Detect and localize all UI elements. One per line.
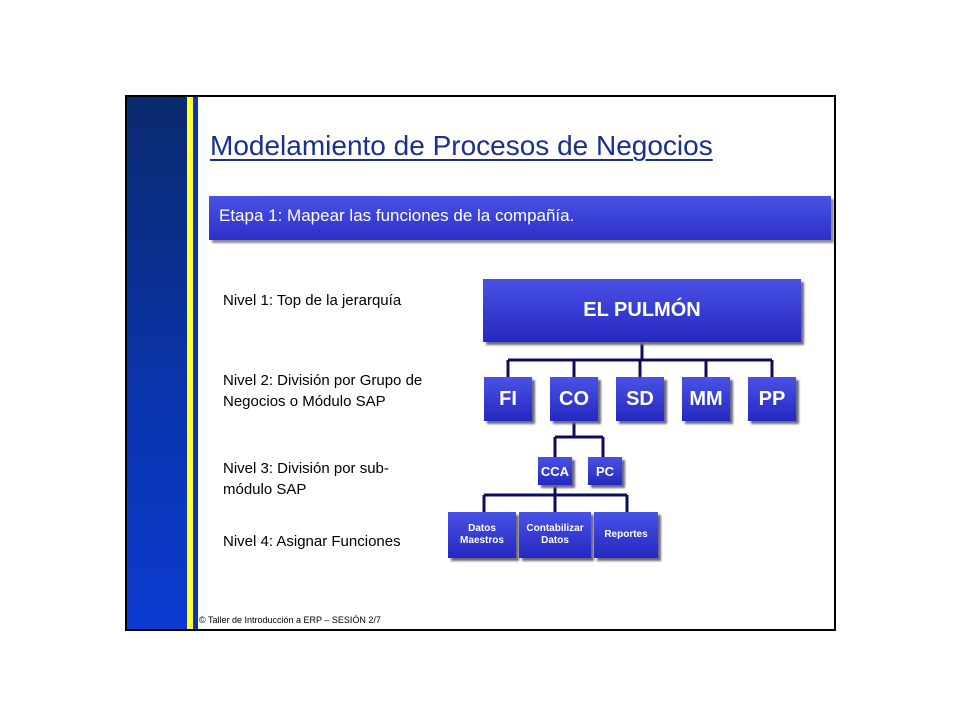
level-1-label: Nivel 1: Top de la jerarquía <box>223 292 402 309</box>
function-reportes-node: Reportes <box>594 512 658 558</box>
module-mm-node: MM <box>682 377 730 421</box>
module-pp-node: PP <box>748 377 796 421</box>
slide-title: Modelamiento de Procesos de Negocios <box>210 130 713 161</box>
submodule-cca-node: CCA <box>538 457 572 485</box>
module-sd-node: SD <box>616 377 664 421</box>
level-3-label: Nivel 3: División por sub-módulo SAP <box>223 460 389 498</box>
level-2-label: Nivel 2: División por Grupo de Negocios o Módulo SAP <box>223 372 423 410</box>
submodule-pc-node: PC <box>588 457 622 485</box>
function-datos-maestros-node: Datos Maestros <box>448 512 516 558</box>
module-co-node: CO <box>550 377 598 421</box>
slide <box>125 95 836 631</box>
top-node: EL PULMÓN <box>483 279 801 342</box>
footer-copyright: © Taller de Introducción a ERP – SESIÓN 2/7 <box>199 615 381 625</box>
level-4-label: Nivel 4: Asignar Funciones <box>223 533 401 550</box>
module-fi-node: FI <box>484 377 532 421</box>
stage-banner: Etapa 1: Mapear las funciones de la compañía. <box>209 196 831 240</box>
function-contabilizar-datos-node: Contabilizar Datos <box>519 512 591 558</box>
